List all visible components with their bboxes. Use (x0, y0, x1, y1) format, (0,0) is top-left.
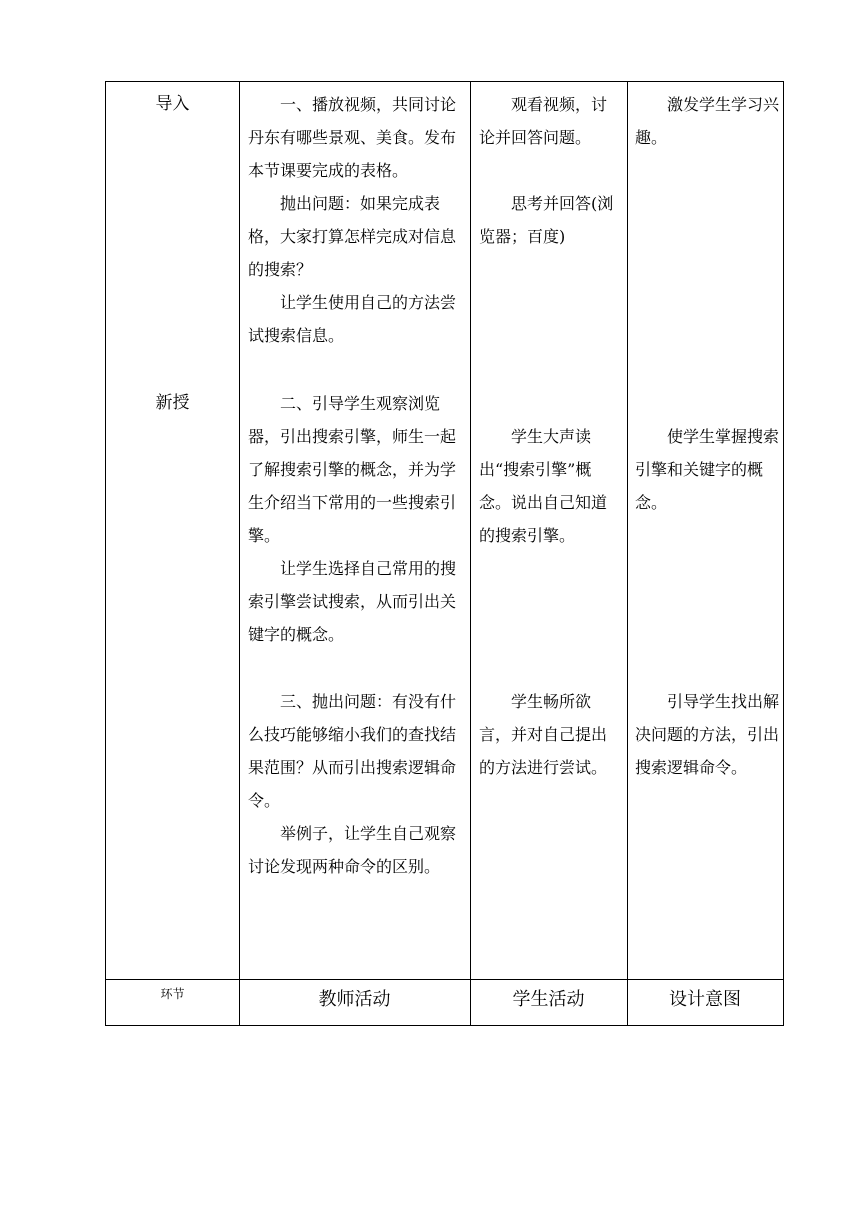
student-activity-1: 观看视频，讨论并回答问题。 (479, 95, 608, 147)
design-intent-3: 引导学生找出解决问题的方法，引出搜索逻辑命令。 (635, 692, 780, 777)
teacher-paragraph: 让学生使用自己的方法尝试搜索信息。 (248, 293, 457, 345)
teacher-paragraph: 二、引导学生观察浏览器，引出搜索引擎，师生一起了解搜索引擎的概念，并为学生介绍当下常用的一些搜索引擎。 (248, 394, 457, 545)
student-activity-4: 学生畅所欲言，并对自己提出的方法进行尝试。 (479, 692, 608, 777)
student-activity-2: 思考并回答(浏览器；百度) (479, 194, 614, 246)
teacher-paragraph: 举例子，让学生自己观察讨论发现两种命令的区别。 (248, 824, 457, 876)
teacher-activity-intro (248, 88, 460, 352)
header-stage: 环节 (160, 987, 185, 1001)
design-intent-2: 使学生掌握搜索引擎和关键字的概念。 (635, 427, 780, 512)
column-divider (470, 82, 471, 1025)
design-intent-1: 激发学生学习兴趣。 (635, 95, 780, 147)
teacher-paragraph: 一、播放视频，共同讨论丹东有哪些景观、美食。发布本节课要完成的表格。 (248, 95, 457, 180)
stage-intro: 导入 (155, 94, 190, 114)
header-student: 学生活动 (512, 989, 585, 1010)
header-intent: 设计意图 (669, 989, 741, 1010)
lesson-plan-table (105, 81, 784, 1026)
teacher-paragraph: 让学生选择自己常用的搜索引擎尝试搜索，从而引出关键字的概念。 (248, 559, 457, 644)
column-divider (627, 82, 628, 1025)
teacher-paragraph: 抛出问题：如果完成表格，大家打算怎样完成对信息的搜索？ (248, 194, 457, 279)
row-divider (106, 979, 783, 980)
teacher-paragraph: 三、抛出问题：有没有什么技巧能够缩小我们的查找结果范围？从而引出搜索逻辑命令。 (248, 692, 457, 810)
column-divider (239, 82, 240, 1025)
stage-new-lesson: 新授 (155, 393, 190, 413)
teacher-activity-new-1 (248, 387, 460, 651)
student-activity-3: 学生大声读出“搜索引擎”概念。说出自己知道的搜索引擎。 (479, 427, 608, 545)
header-teacher: 教师活动 (318, 989, 391, 1010)
teacher-activity-new-2 (248, 685, 460, 883)
